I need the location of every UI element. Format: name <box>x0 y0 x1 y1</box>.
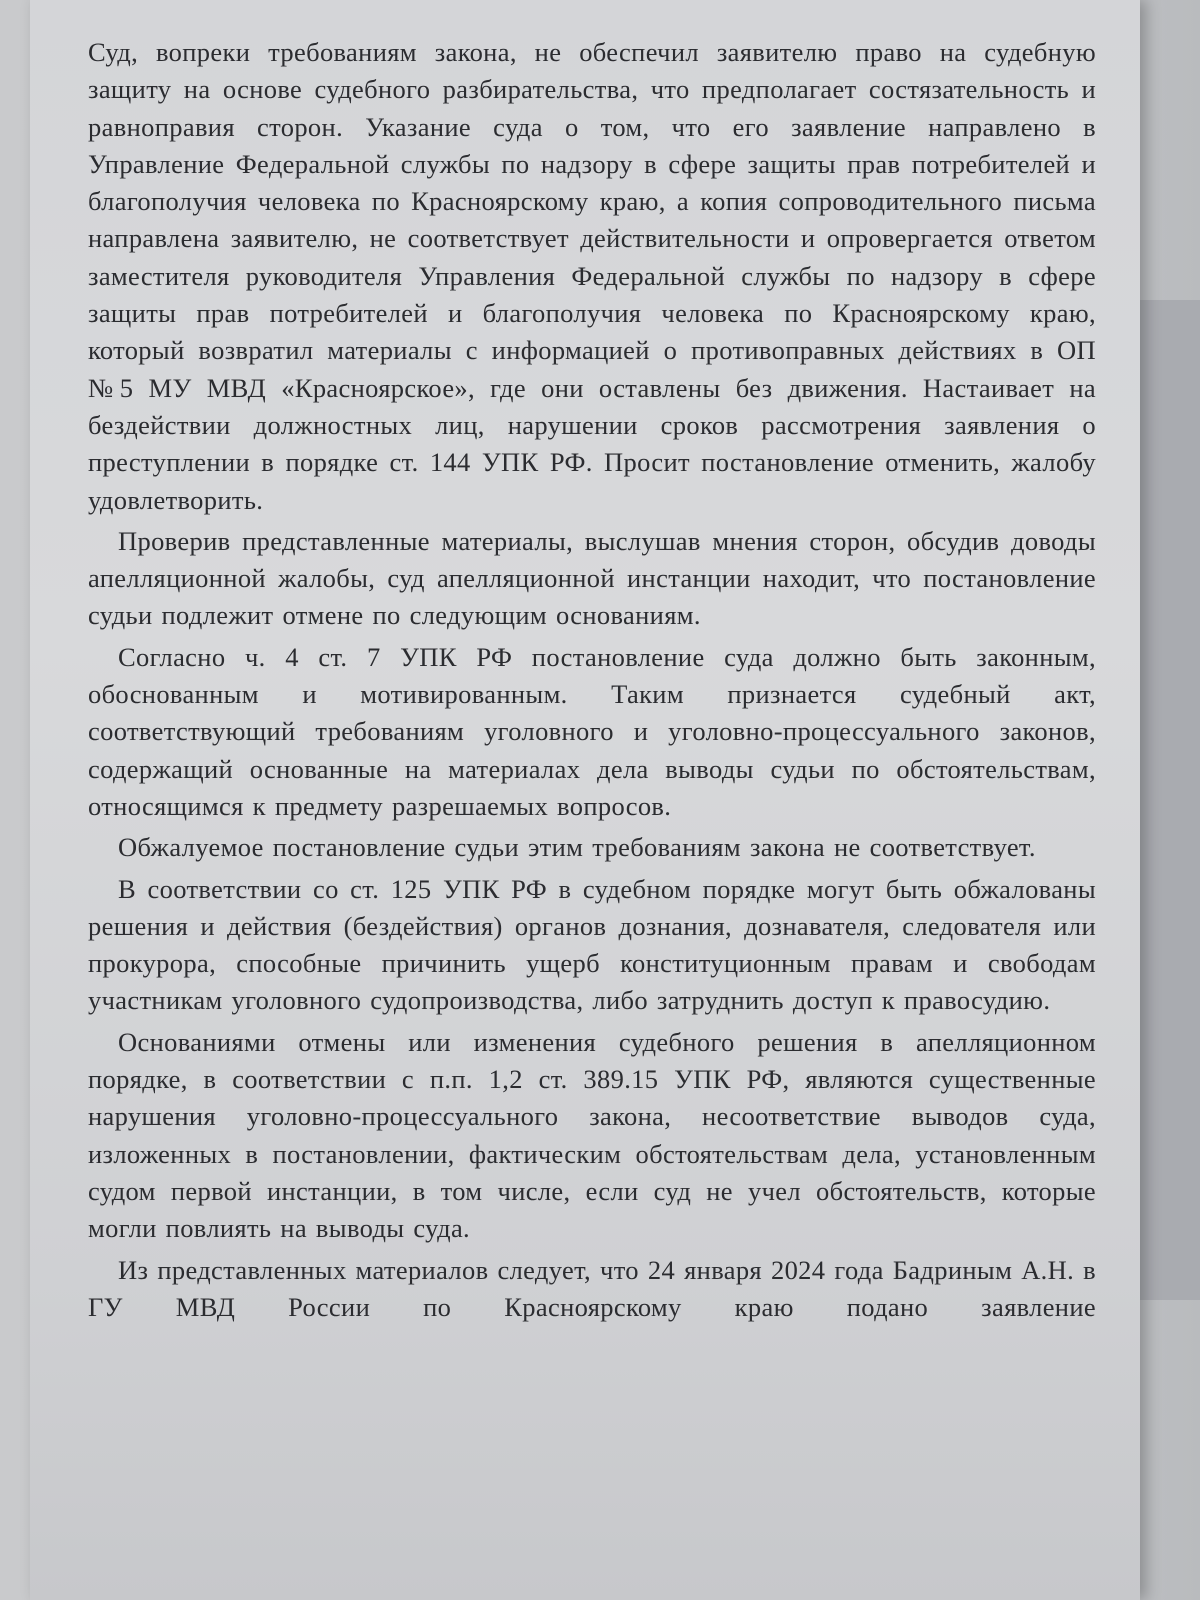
paragraph: Суд, вопреки требованиям закона, не обеспечил заявителю право на судебную защиту на основе судебного разбирательства, что предполагает состязательность и равноправия сторон. Указание суда о том, что его заявление направлено в Управление Федеральной службы по надзору в сфере защиты прав потребителей и благополучия человека по Красноярскому краю, а копия сопроводительного письма направлена заявителю, не соответствует действительности и опровергается ответом заместителя руководителя Управления Федеральной службы по надзору в сфере защиты прав потребителей и благополучия человека по Красноярскому краю, который возвратил материалы с информацией о противоправных действиях в ОП №5 МУ МВД «Красноярское», где они оставлены без движения. Настаивает на бездействии должностных лиц, нарушении сроков рассмотрения заявления о преступлении в порядке ст. 144 УПК РФ. Просит постановление отменить, жалобу удовлетворить. <box>88 37 1096 515</box>
paragraph: Из представленных материалов следует, что 24 января 2024 года Бадриным А.Н. в ГУ МВД России по Красноярскому краю подано заявление <box>88 1254 1096 1322</box>
paragraph: В соответствии со ст. 125 УПК РФ в судебном порядке могут быть обжалованы решения и действия (бездействия) органов дознания, дознавателя, следователя или прокурора, способные причинить ущерб конституционным правам и свободам участникам уголовного судопроизводства, либо затруднить доступ к правосудию. <box>88 873 1096 1016</box>
paragraph: Обжалуемое постановление судьи этим требованиям закона не соответствует. <box>118 832 1036 863</box>
paragraph: Основаниями отмены или изменения судебного решения в апелляционном порядке, в соответствии с п.п. 1,2 ст. 389.15 УПК РФ, являются существенные нарушения уголовно-процессуального закона, несоответствие выводов суда, изложенных в постановлении, фактическим обстоятельствам дела, установленным судом первой инстанции, в том числе, если суд не учел обстоятельств, которые могли повлиять на выводы суда. <box>88 1026 1096 1244</box>
document-page <box>30 0 1140 1600</box>
paragraph: Согласно ч. 4 ст. 7 УПК РФ постановление суда должно быть законным, обоснованным и мотивированным. Таким признается судебный акт, соответствующий требованиям уголовного и уголовно-процессуального законов, содержащий основанные на материалах дела выводы судьи по обстоятельствам, относящимся к предмету разрешаемых вопросов. <box>88 641 1096 821</box>
background-sheet <box>1140 300 1200 1300</box>
document-body <box>88 34 1096 1584</box>
paragraph: Проверив представленные материалы, выслушав мнения сторон, обсудив доводы апелляционной жалобы, суд апелляционной инстанции находит, что постановление судьи подлежит отмене по следующим основаниям. <box>88 525 1096 631</box>
